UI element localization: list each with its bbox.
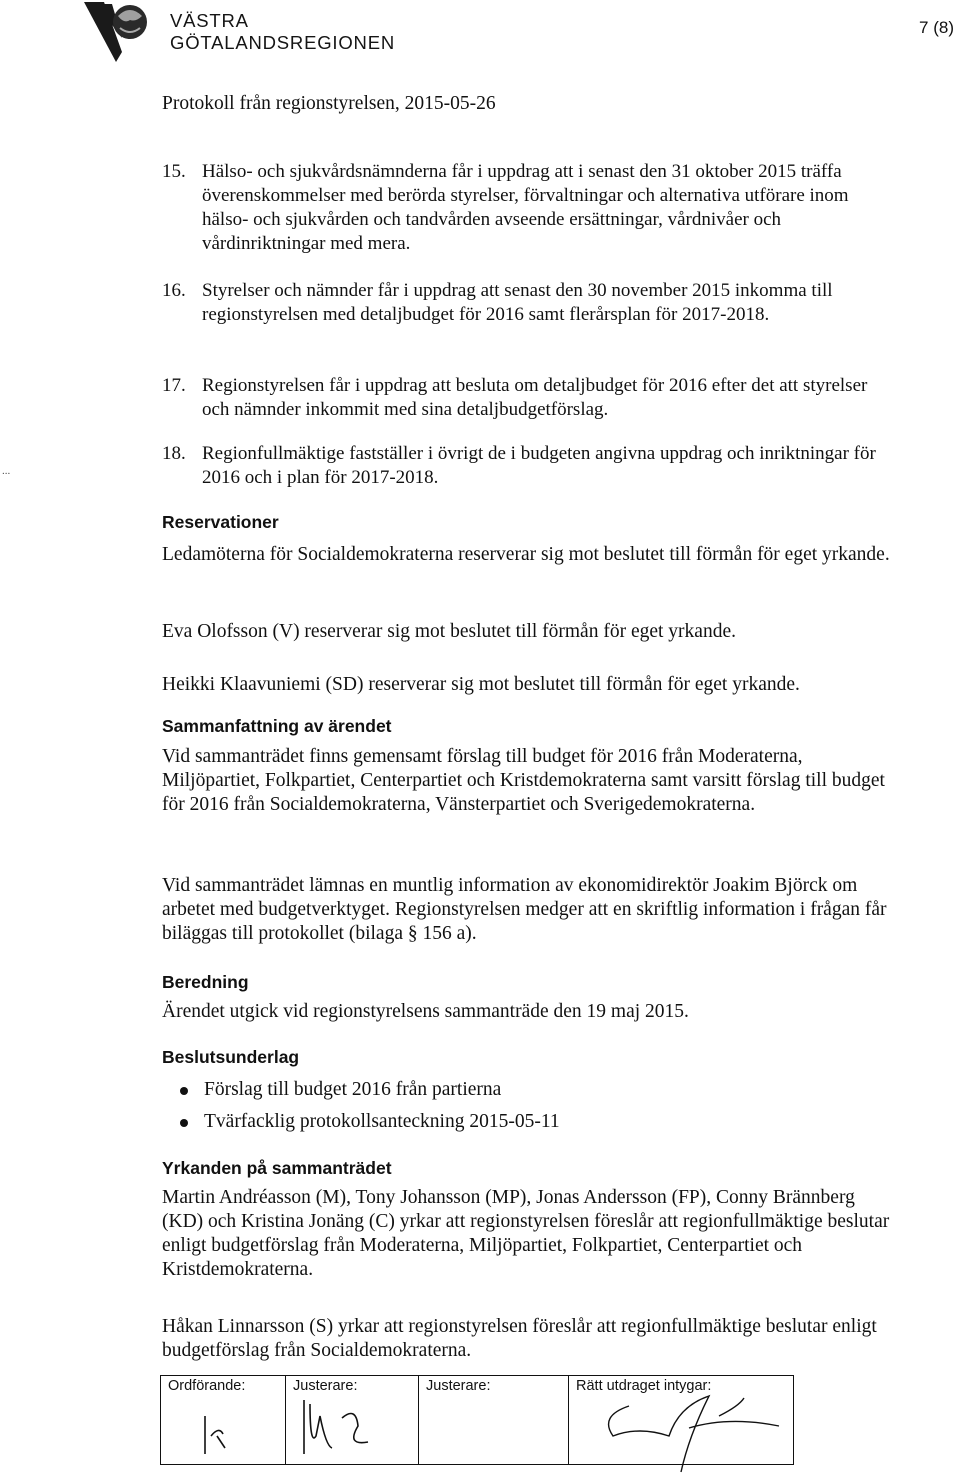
item-text: Hälso- och sjukvårdsnämnderna får i uppdrag att i senast den 31 oktober 2015 träffa överenskommelser med berörda styrelser, förvaltningar och alternativa utförare inom hälso- och sjukvården och tandvården avseende ersättningar, vårdnivåer och vårdinriktningar med mera.	[202, 161, 849, 254]
numbered-item-18	[162, 442, 897, 490]
page-number: 7 (8)	[919, 18, 954, 37]
signature-cell-justerare-2	[419, 1376, 569, 1465]
heading-beslutsunderlag: Beslutsunderlag	[162, 1047, 300, 1067]
handwritten-signature	[286, 1376, 416, 1464]
beredning-paragraph: Ärendet utgick vid regionstyrelsens sammanträde den 19 maj 2015.	[162, 1001, 689, 1022]
item-text: Regionstyrelsen får i uppdrag att besluta om detaljbudget för 2016 efter det att styrelser och nämnder inkommit med sina detaljbudgetförslag.	[202, 375, 868, 420]
handwritten-signature	[569, 1376, 799, 1476]
margin-mark: ...	[2, 465, 11, 477]
yrkande-paragraph: Martin Andréasson (M), Tony Johansson (MP), Jonas Andersson (FP), Conny Brännberg (KD) och Kristina Jonäng (C) yrkar att regionstyrelsen föreslår att regionfullmäktige beslutar enligt budgetförslag från Moderaterna, Miljöpartiet, Folkpartiet, Centerpartiet och Kristdemokraterna.	[162, 1187, 890, 1280]
signature-cell-ordforande	[161, 1376, 286, 1465]
signature-cell-justerare-1	[286, 1376, 419, 1465]
signature-label: Justerare:	[426, 1378, 491, 1394]
signature-cell-ratt-utdraget	[569, 1376, 794, 1465]
numbered-item-15	[162, 160, 897, 256]
heading-reservationer: Reservationer	[162, 512, 279, 532]
signature-label: Rätt utdraget intygar:	[576, 1378, 712, 1394]
item-text: Regionfullmäktige fastställer i övrigt de i budgeten angivna uppdrag och inriktningar för 2016 och i plan för 2017-2018.	[202, 443, 876, 488]
list-item: Förslag till budget 2016 från partierna	[180, 1078, 560, 1110]
item-text: Styrelser och nämnder får i uppdrag att senast den 30 november 2015 inkomma till regionstyrelsen med detaljbudget för 2016 samt flerårsplan för 2017-2018.	[202, 280, 833, 325]
list-item: Tvärfacklig protokollsanteckning 2015-05-11	[180, 1110, 560, 1142]
item-number: 17.	[162, 375, 186, 396]
heading-sammanfattning: Sammanfattning av ärendet	[162, 716, 392, 736]
heading-yrkanden: Yrkanden på sammanträdet	[162, 1158, 392, 1178]
org-line-1: VÄSTRA	[170, 10, 249, 31]
org-line-2: GÖTALANDSREGIONEN	[170, 32, 396, 53]
handwritten-signature	[161, 1376, 271, 1464]
item-number: 18.	[162, 443, 186, 464]
summary-paragraph: Vid sammanträdet finns gemensamt förslag till budget för 2016 från Moderaterna, Miljöpartiet, Folkpartiet, Centerpartiet och Kristdemokraterna samt varsitt förslag till budget för 2016 från Socialdemokraterna, Vänsterpartiet och Sverigedemokraterna.	[162, 746, 885, 815]
heading-beredning: Beredning	[162, 972, 249, 992]
item-number: 15.	[162, 161, 186, 182]
yrkande-paragraph: Håkan Linnarsson (S) yrkar att regionstyrelsen föreslår att regionfullmäktige beslutar enligt budgetförslag från Socialdemokraterna.	[162, 1316, 877, 1361]
region-logo	[82, 0, 172, 70]
signature-label: Justerare:	[293, 1378, 358, 1394]
reservation-paragraph: Ledamöterna för Socialdemokraterna reserverar sig mot beslutet till förmån för eget yrkande.	[162, 544, 890, 565]
signature-table	[160, 1375, 794, 1465]
protocol-title: Protokoll från regionstyrelsen, 2015-05-26	[162, 93, 496, 114]
reservation-paragraph: Heikki Klaavuniemi (SD) reserverar sig mot beslutet till förmån för eget yrkande.	[162, 674, 800, 695]
reservation-paragraph: Eva Olofsson (V) reserverar sig mot beslutet till förmån för eget yrkande.	[162, 621, 736, 642]
beslutsunderlag-list	[180, 1078, 560, 1142]
numbered-item-16	[162, 279, 897, 327]
summary-paragraph: Vid sammanträdet lämnas en muntlig information av ekonomidirektör Joakim Björck om arbetet med budgetverktyget. Regionstyrelsen medger att en skriftlig information i frågan får biläggas till protokollet (bilaga § 156 a).	[162, 875, 887, 944]
numbered-item-17	[162, 374, 897, 422]
item-number: 16.	[162, 280, 186, 301]
signature-label: Ordförande:	[168, 1378, 246, 1394]
organisation-name	[170, 10, 395, 54]
